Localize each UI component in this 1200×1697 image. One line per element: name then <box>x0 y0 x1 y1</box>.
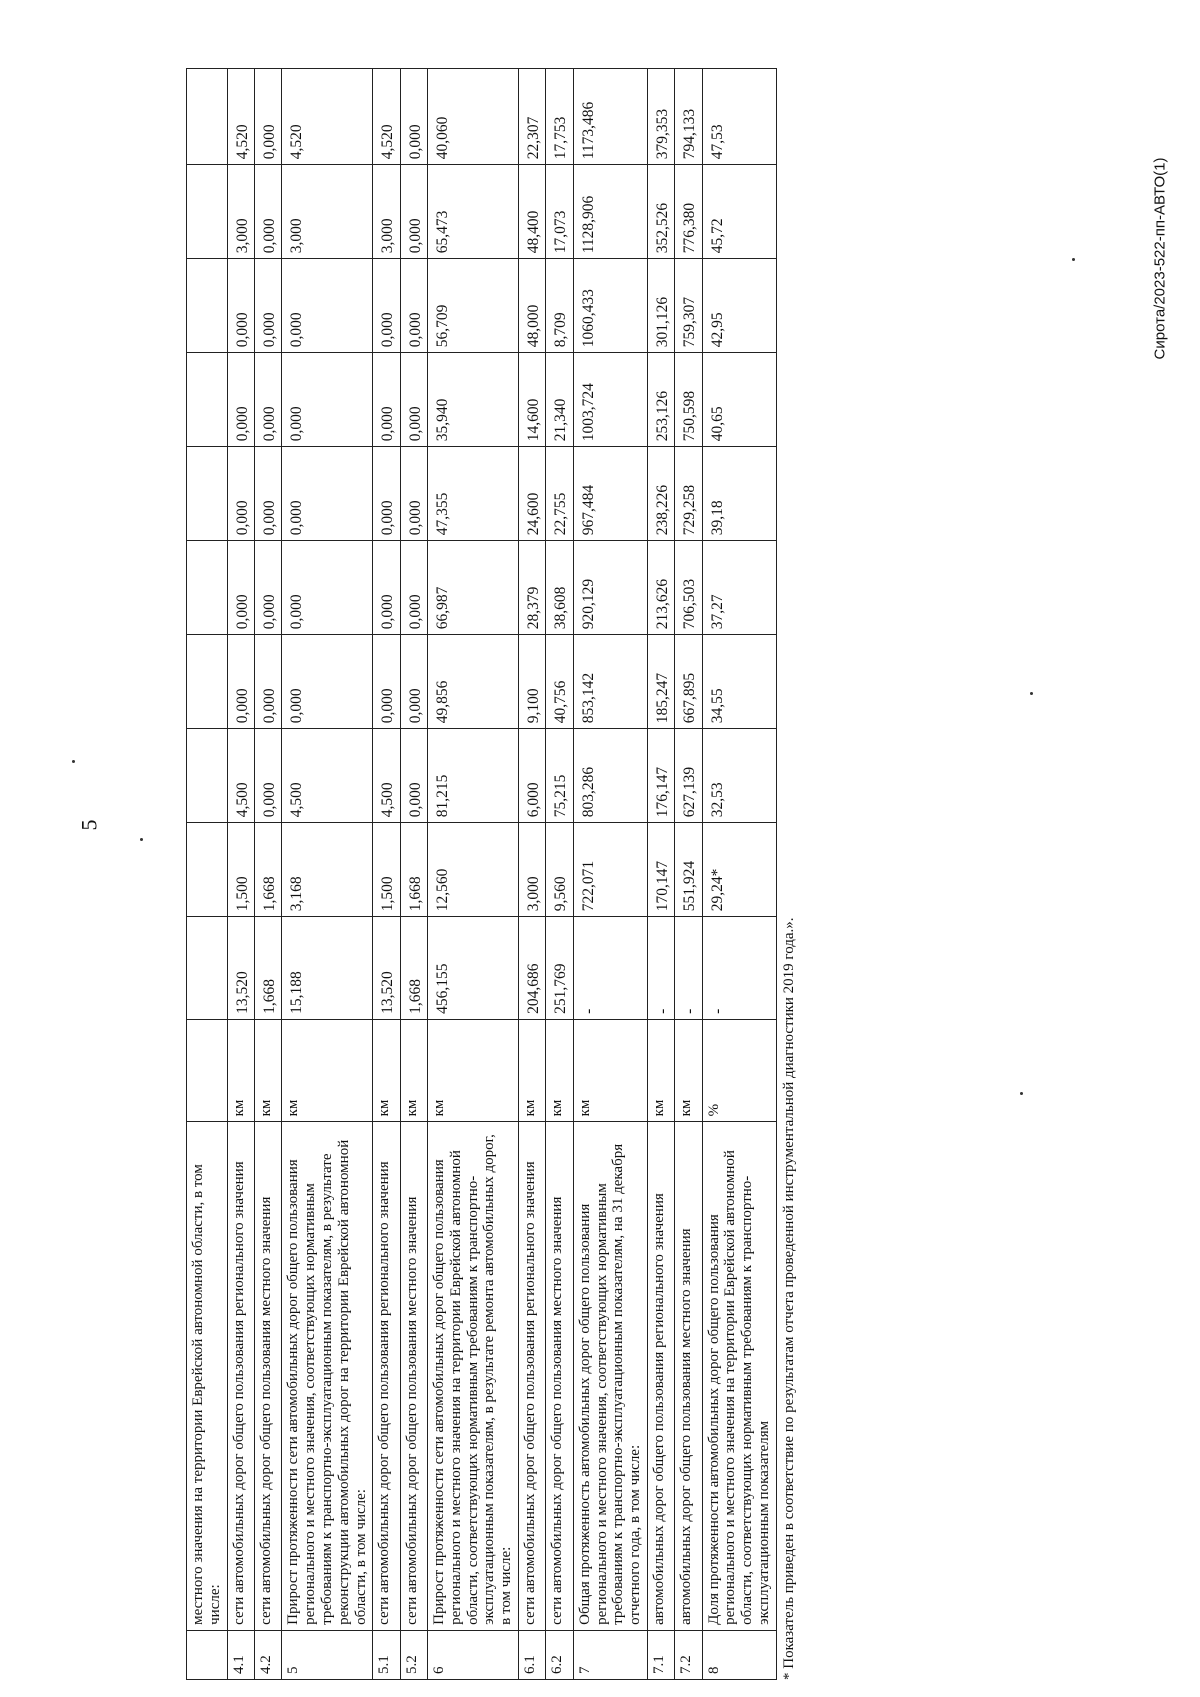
indicator-name: Прирост протяженности сети автомобильных дорог общего пользования регионального и местного значения на территории Еврейской автономной области, соответствующих нормативным требованиям к транспортно-эксплуатационным показателям, в результате ремонта автомобильных дорог, в том числе: <box>428 1122 519 1631</box>
indicator-name: Доля протяженности автомобильных дорог общего пользования регионального и местного значения на территории Еврейской автономной области, соответствующих нормативным требованиям к транспортно-эксплуатационным показателям <box>702 1122 776 1631</box>
row-number: 5.1 <box>373 1630 400 1679</box>
indicator-name: автомобильных дорог общего пользования регионального значения <box>647 1122 674 1631</box>
value-cell: 0,000 <box>400 353 427 447</box>
unit-cell: км <box>546 1019 573 1122</box>
value-cell <box>187 635 228 729</box>
value-cell: 1,500 <box>227 823 254 917</box>
value-cell: 42,95 <box>702 259 776 353</box>
value-cell: 13,520 <box>227 917 254 1020</box>
value-cell: 1128,906 <box>573 165 647 259</box>
value-cell <box>187 165 228 259</box>
value-cell: 0,000 <box>400 541 427 635</box>
value-cell: 0,000 <box>282 259 373 353</box>
value-cell: 0,000 <box>254 635 281 729</box>
value-cell: 3,000 <box>282 165 373 259</box>
indicator-name: местного значения на территории Еврейской автономной области, в том числе: <box>187 1122 228 1631</box>
value-cell: 37,27 <box>702 541 776 635</box>
value-cell: 9,560 <box>546 823 573 917</box>
value-cell: 0,000 <box>254 729 281 823</box>
value-cell: - <box>702 917 776 1020</box>
value-cell: 40,65 <box>702 353 776 447</box>
value-cell: 17,753 <box>546 69 573 165</box>
unit-cell: км <box>573 1019 647 1122</box>
scan-speck <box>1072 258 1075 261</box>
value-cell: 0,000 <box>400 729 427 823</box>
table-row <box>254 69 281 1680</box>
value-cell: 4,500 <box>373 729 400 823</box>
table-body <box>187 69 777 1680</box>
row-number: 7.1 <box>647 1630 674 1679</box>
value-cell: 0,000 <box>400 447 427 541</box>
value-cell: 4,500 <box>282 729 373 823</box>
value-cell: 28,379 <box>519 541 546 635</box>
value-cell: 0,000 <box>373 259 400 353</box>
value-cell: 66,987 <box>428 541 519 635</box>
value-cell: 39,18 <box>702 447 776 541</box>
value-cell: 0,000 <box>282 447 373 541</box>
row-number: 6 <box>428 1630 519 1679</box>
table-row <box>519 69 546 1680</box>
value-cell: - <box>675 917 702 1020</box>
row-number: 6.1 <box>519 1630 546 1679</box>
value-cell: 0,000 <box>282 635 373 729</box>
value-cell: 3,000 <box>227 165 254 259</box>
value-cell: 1,668 <box>400 917 427 1020</box>
value-cell: 56,709 <box>428 259 519 353</box>
value-cell: 24,600 <box>519 447 546 541</box>
value-cell: 21,340 <box>546 353 573 447</box>
value-cell: 48,000 <box>519 259 546 353</box>
value-cell: 15,188 <box>282 917 373 1020</box>
value-cell <box>187 729 228 823</box>
indicator-name: сети автомобильных дорог общего пользования регионального значения <box>373 1122 400 1631</box>
value-cell: 12,560 <box>428 823 519 917</box>
row-number: 5.2 <box>400 1630 427 1679</box>
value-cell: 29,24* <box>702 823 776 917</box>
unit-cell: км <box>428 1019 519 1122</box>
value-cell: 176,147 <box>647 729 674 823</box>
value-cell: 32,53 <box>702 729 776 823</box>
value-cell: 49,856 <box>428 635 519 729</box>
value-cell: 0,000 <box>227 541 254 635</box>
table-row <box>647 69 674 1680</box>
row-number: 8 <box>702 1630 776 1679</box>
value-cell: 627,139 <box>675 729 702 823</box>
value-cell: 0,000 <box>400 635 427 729</box>
value-cell: 13,520 <box>373 917 400 1020</box>
value-cell: 301,126 <box>647 259 674 353</box>
value-cell: 967,484 <box>573 447 647 541</box>
value-cell: 204,686 <box>519 917 546 1020</box>
indicator-name: сети автомобильных дорог общего пользования регионального значения <box>519 1122 546 1631</box>
value-cell: 0,000 <box>254 69 281 165</box>
value-cell: 1,668 <box>254 823 281 917</box>
value-cell: 1003,724 <box>573 353 647 447</box>
table-row <box>573 69 647 1680</box>
row-number: 7 <box>573 1630 647 1679</box>
indicator-name: сети автомобильных дорог общего пользования местного значения <box>546 1122 573 1631</box>
table-row <box>546 69 573 1680</box>
value-cell: 456,155 <box>428 917 519 1020</box>
value-cell: 75,215 <box>546 729 573 823</box>
value-cell: 729,258 <box>675 447 702 541</box>
value-cell: 65,473 <box>428 165 519 259</box>
table-row <box>187 69 228 1680</box>
scan-speck <box>72 760 75 763</box>
row-number: 4.1 <box>227 1630 254 1679</box>
value-cell: 40,756 <box>546 635 573 729</box>
value-cell: 551,924 <box>675 823 702 917</box>
value-cell: 352,526 <box>647 165 674 259</box>
value-cell: 1173,486 <box>573 69 647 165</box>
indicator-name: сети автомобильных дорог общего пользования местного значения <box>254 1122 281 1631</box>
value-cell: 803,286 <box>573 729 647 823</box>
value-cell: - <box>573 917 647 1020</box>
value-cell: 853,142 <box>573 635 647 729</box>
value-cell: 170,147 <box>647 823 674 917</box>
value-cell: 22,755 <box>546 447 573 541</box>
value-cell: 1060,433 <box>573 259 647 353</box>
indicator-table <box>186 68 777 1680</box>
value-cell: 0,000 <box>400 165 427 259</box>
value-cell: 0,000 <box>254 353 281 447</box>
table-row <box>675 69 702 1680</box>
value-cell: 3,168 <box>282 823 373 917</box>
unit-cell: % <box>702 1019 776 1122</box>
row-number: 5 <box>282 1630 373 1679</box>
unit-cell: км <box>227 1019 254 1122</box>
value-cell: 6,000 <box>519 729 546 823</box>
value-cell: 3,000 <box>519 823 546 917</box>
value-cell: 0,000 <box>227 447 254 541</box>
value-cell: 0,000 <box>373 541 400 635</box>
value-cell: 722,071 <box>573 823 647 917</box>
value-cell: 1,668 <box>254 917 281 1020</box>
value-cell: 8,709 <box>546 259 573 353</box>
value-cell: 0,000 <box>400 69 427 165</box>
value-cell: 1,668 <box>400 823 427 917</box>
footnote: * Показатель приведен в соответствие по результатам отчета проведенной инструментальной диагностики 2019 года.». <box>780 917 797 1680</box>
indicator-name: автомобильных дорог общего пользования местного значения <box>675 1122 702 1631</box>
value-cell: 0,000 <box>227 259 254 353</box>
value-cell: 185,247 <box>647 635 674 729</box>
document-code: Сирота/2023-522-пп-АВТО(1) <box>1151 157 1169 360</box>
value-cell <box>187 353 228 447</box>
page-number: 5 <box>76 819 102 831</box>
unit-cell: км <box>675 1019 702 1122</box>
scan-speck <box>140 838 143 841</box>
value-cell: 0,000 <box>227 353 254 447</box>
value-cell: 4,520 <box>373 69 400 165</box>
value-cell: 3,000 <box>373 165 400 259</box>
value-cell <box>187 259 228 353</box>
value-cell: 379,353 <box>647 69 674 165</box>
value-cell <box>187 917 228 1020</box>
value-cell: 45,72 <box>702 165 776 259</box>
value-cell: 0,000 <box>373 447 400 541</box>
indicator-name: Общая протяженность автомобильных дорог общего пользования регионального и местного значения, соответствующих нормативным требованиям к транспортно-эксплуатационным показателям, на 31 декабря отчетного года, в том числе: <box>573 1122 647 1631</box>
value-cell: 706,503 <box>675 541 702 635</box>
value-cell: 759,307 <box>675 259 702 353</box>
table-row <box>428 69 519 1680</box>
row-number: 7.2 <box>675 1630 702 1679</box>
unit-cell <box>187 1019 228 1122</box>
value-cell: 0,000 <box>254 541 281 635</box>
value-cell: 213,626 <box>647 541 674 635</box>
value-cell: 14,600 <box>519 353 546 447</box>
value-cell: 0,000 <box>373 353 400 447</box>
row-number: 4.2 <box>254 1630 281 1679</box>
row-number <box>187 1630 228 1679</box>
value-cell: 776,380 <box>675 165 702 259</box>
table-row <box>373 69 400 1680</box>
unit-cell: км <box>254 1019 281 1122</box>
value-cell: 0,000 <box>254 165 281 259</box>
value-cell: 48,400 <box>519 165 546 259</box>
value-cell <box>187 541 228 635</box>
unit-cell: км <box>282 1019 373 1122</box>
scan-speck <box>1020 1092 1023 1095</box>
unit-cell: км <box>519 1019 546 1122</box>
value-cell: 22,307 <box>519 69 546 165</box>
table-row <box>400 69 427 1680</box>
value-cell: 35,940 <box>428 353 519 447</box>
value-cell: 920,129 <box>573 541 647 635</box>
value-cell: 4,520 <box>282 69 373 165</box>
value-cell: 0,000 <box>282 541 373 635</box>
indicator-name: Прирост протяженности сети автомобильных дорог общего пользования регионального и местного значения, соответствующих нормативным требованиям к транспортно-эксплуатационным показателям, в результате реконструкции автомобильных дорог на территории Еврейской автономной области, в том числе: <box>282 1122 373 1631</box>
value-cell: 794,133 <box>675 69 702 165</box>
value-cell <box>187 447 228 541</box>
value-cell: 4,500 <box>227 729 254 823</box>
value-cell: 0,000 <box>254 447 281 541</box>
unit-cell: км <box>647 1019 674 1122</box>
table-row <box>227 69 254 1680</box>
value-cell: 0,000 <box>227 635 254 729</box>
row-number: 6.2 <box>546 1630 573 1679</box>
value-cell <box>187 823 228 917</box>
value-cell: 667,895 <box>675 635 702 729</box>
scan-speck <box>1030 692 1033 695</box>
value-cell: 253,126 <box>647 353 674 447</box>
indicator-name: сети автомобильных дорог общего пользования местного значения <box>400 1122 427 1631</box>
value-cell: 750,598 <box>675 353 702 447</box>
value-cell: 47,53 <box>702 69 776 165</box>
value-cell: 0,000 <box>254 259 281 353</box>
unit-cell: км <box>400 1019 427 1122</box>
value-cell <box>187 69 228 165</box>
unit-cell: км <box>373 1019 400 1122</box>
value-cell: 238,226 <box>647 447 674 541</box>
value-cell: 0,000 <box>373 635 400 729</box>
value-cell: 9,100 <box>519 635 546 729</box>
value-cell: 38,608 <box>546 541 573 635</box>
rotated-table-container <box>186 68 976 1680</box>
value-cell: 0,000 <box>282 353 373 447</box>
value-cell: 40,060 <box>428 69 519 165</box>
value-cell: 4,520 <box>227 69 254 165</box>
value-cell: 251,769 <box>546 917 573 1020</box>
value-cell: - <box>647 917 674 1020</box>
value-cell: 47,355 <box>428 447 519 541</box>
table-row <box>282 69 373 1680</box>
value-cell: 81,215 <box>428 729 519 823</box>
indicator-name: сети автомобильных дорог общего пользования регионального значения <box>227 1122 254 1631</box>
value-cell: 1,500 <box>373 823 400 917</box>
table-row <box>702 69 776 1680</box>
value-cell: 34,55 <box>702 635 776 729</box>
value-cell: 17,073 <box>546 165 573 259</box>
value-cell: 0,000 <box>400 259 427 353</box>
